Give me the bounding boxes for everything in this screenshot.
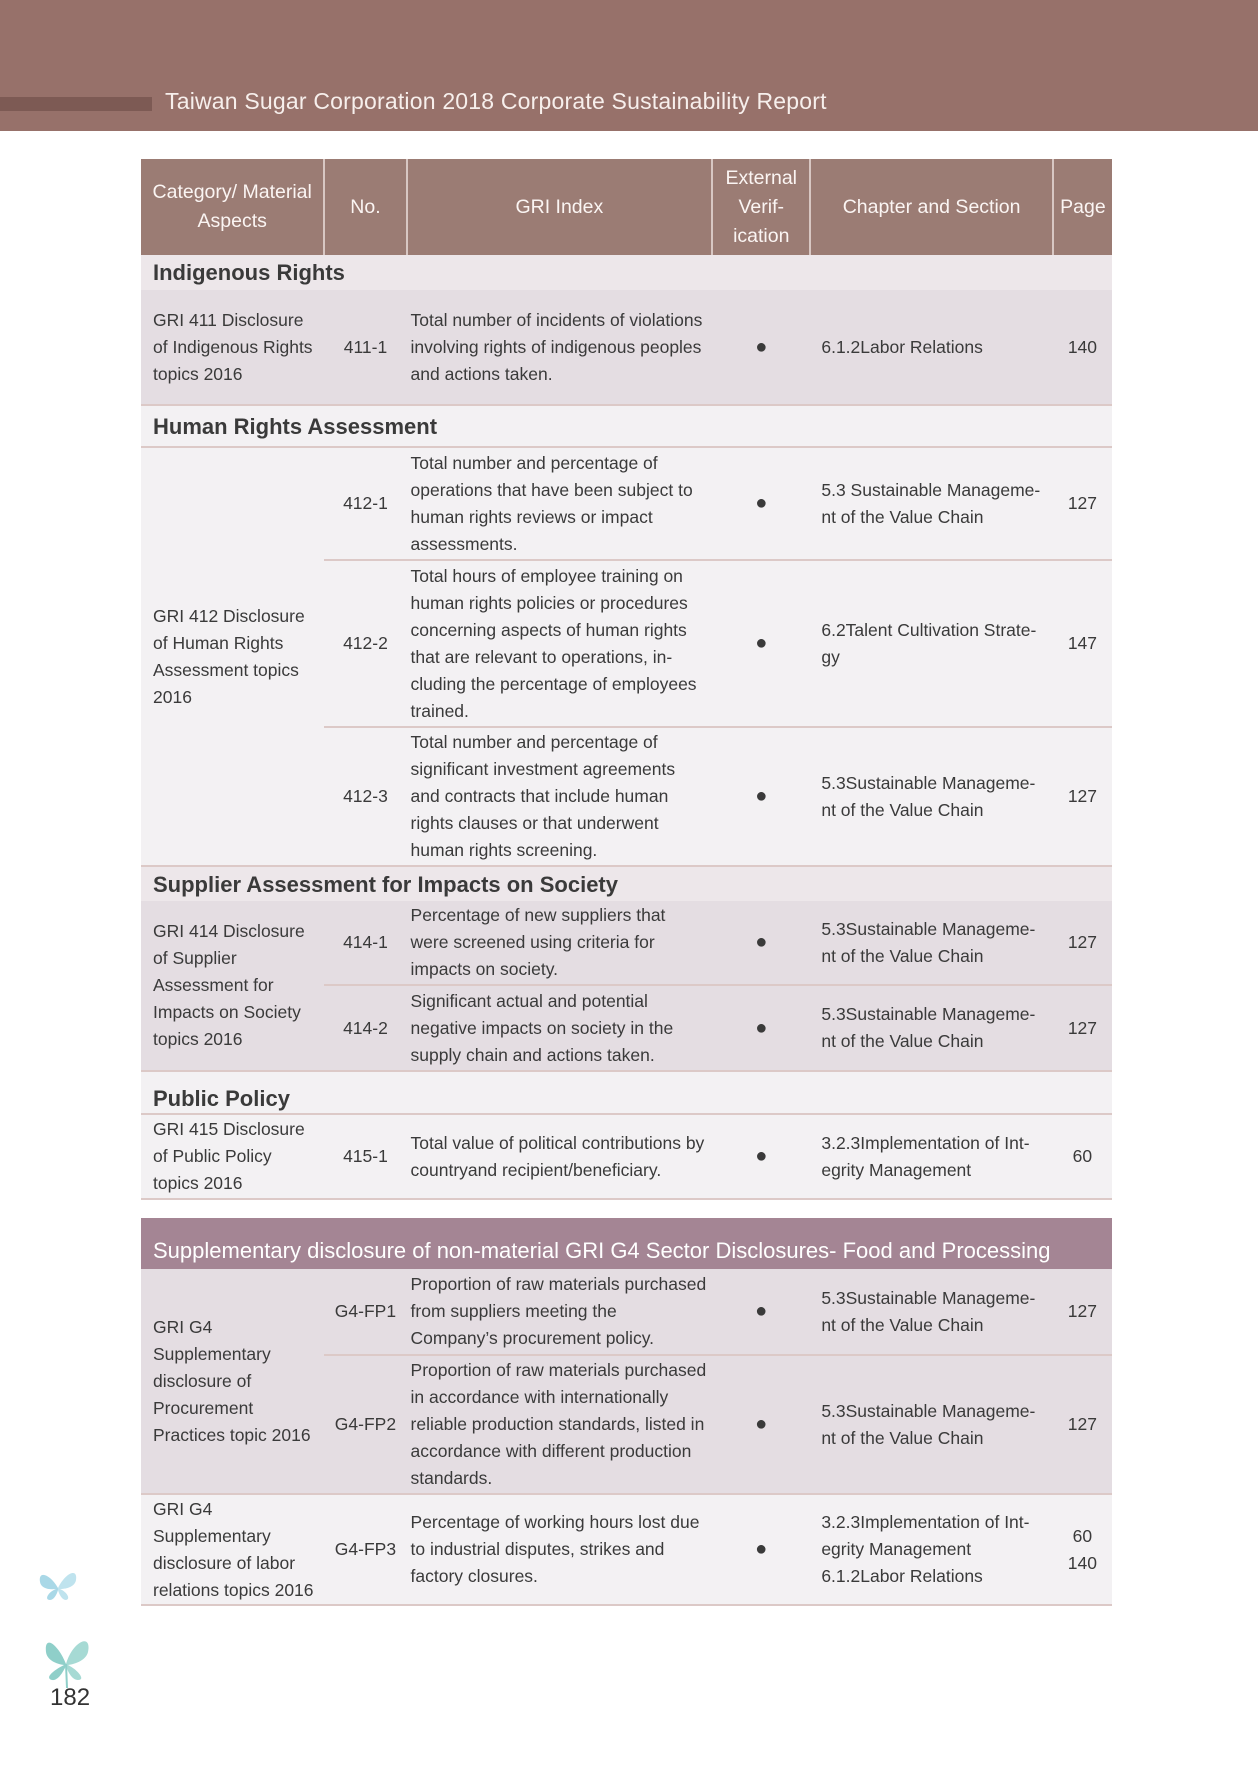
chapter-cell: 6.2Talent Cultivation Strate- gy (810, 560, 1052, 727)
page-cell: 127 (1053, 727, 1112, 866)
gri-index-cell: Total hours of employee training on human rights policies or procedures concerning aspects of human rights that are relevant to operations, in- cluding the percentage of employees trained. (407, 560, 713, 727)
col-header-chapter: Chapter and Section (810, 159, 1052, 255)
gri-index-cell: Total number of incidents of violations involving rights of indigenous peoples and actions taken. (407, 290, 713, 405)
gri-index-cell: Total number and percentage of operations that have been subject to human rights reviews or impact assessments. (410, 452, 693, 554)
gri-index-cell: Proportion of raw materials purchased in accordance with internationally reliable production standards, listed in accordance with different production standards. (407, 1355, 713, 1494)
section-row-supplier (141, 866, 1112, 901)
table-row (141, 290, 1112, 405)
page-cell: 127 (1053, 985, 1112, 1071)
no-cell: 414-2 (324, 985, 406, 1071)
verification-bullet: ● (712, 1114, 810, 1199)
no-cell: 411-1 (324, 290, 406, 405)
col-header-gri-index: GRI Index (407, 159, 713, 255)
verification-bullet: ● (755, 931, 768, 953)
no-cell: 412-3 (324, 727, 406, 866)
no-cell: G4-FP3 (324, 1494, 406, 1605)
chapter-cell: 3.2.3Implementation of Int- egrity Management 6.1.2Labor Relations (810, 1494, 1052, 1605)
table-row (141, 447, 1112, 560)
table-row (141, 1494, 1112, 1605)
category-cell: GRI 415 Disclosure of Public Policy topics 2016 (141, 1114, 324, 1199)
table-row (141, 901, 1112, 985)
no-cell: G4-FP1 (334, 1301, 397, 1321)
page-cell: 147 (1053, 560, 1112, 727)
page-cell: 127 (1067, 1301, 1097, 1321)
category-cell: GRI G4 Supplementary disclosure of Procurement Practices topic 2016 (141, 1269, 324, 1494)
verification-bullet: ● (755, 492, 768, 514)
gri-index-table (141, 159, 1112, 1200)
category-cell: GRI 411 Disclosure of Indigenous Rights topics 2016 (141, 290, 324, 405)
page-number: 182 (50, 1684, 91, 1711)
section-row-indigenous (141, 255, 1112, 290)
category-cell: GRI 414 Disclosure of Supplier Assessment for Impacts on Society topics 2016 (141, 901, 324, 1071)
verification-bullet: ● (755, 1300, 768, 1322)
page-cell: 140 (1053, 290, 1112, 405)
col-header-no: No. (324, 159, 406, 255)
gri-index-cell: Total value of political contributions by countryand recipient/beneficiary. (407, 1114, 713, 1199)
gri-index-cell: Significant actual and potential negative impacts on society in the supply chain and actions taken. (407, 985, 713, 1071)
report-title: Taiwan Sugar Corporation 2018 Corporate Sustainability Report (165, 88, 827, 114)
header-banner (0, 0, 1258, 131)
chapter-cell: 3.2.3Implementation of Int- egrity Management (810, 1114, 1052, 1199)
gri-index-cell: Percentage of new suppliers that were screened using criteria for impacts on society. (410, 905, 666, 979)
page-cell: 60 140 (1053, 1494, 1112, 1605)
banner-accent-strip (0, 97, 152, 111)
gri-index-cell: Total number and percentage of significant investment agreements and contracts that include human rights clauses or that underwent human rights screening. (407, 727, 713, 866)
category-cell: GRI G4 Supplementary disclosure of labor relations topics 2016 (141, 1494, 324, 1605)
col-header-page: Page (1053, 159, 1112, 255)
supplementary-title: Supplementary disclosure of non-material GRI G4 Sector Disclosures- Food and Processing (141, 1218, 1112, 1269)
section-title: Public Policy (141, 1071, 1112, 1114)
page-cell: 127 (1053, 1355, 1112, 1494)
section-row-human-rights (141, 405, 1112, 447)
no-cell: 414-1 (343, 932, 388, 952)
table-header-row (141, 159, 1112, 255)
page-cell: 127 (1067, 493, 1098, 513)
chapter-cell: 5.3Sustainable Manageme- nt of the Value Chain (810, 1355, 1052, 1494)
gri-index-cell: Proportion of raw materials purchased from suppliers meeting the Company’s procurement policy. (410, 1274, 707, 1348)
butterfly-icon (36, 1566, 80, 1606)
table-row (141, 1269, 1112, 1355)
chapter-cell: 5.3Sustainable Manageme- nt of the Value Chain (810, 985, 1052, 1071)
section-title: Human Rights Assessment (141, 405, 1112, 447)
verification-bullet: ● (712, 290, 810, 405)
no-cell: G4-FP2 (324, 1355, 406, 1494)
table-row (141, 1114, 1112, 1199)
chapter-cell: 5.3Sustainable Manageme- nt of the Value Chain (821, 1287, 1036, 1335)
col-header-verification: External Verif- ication (712, 159, 810, 255)
gri-index-cell: Percentage of working hours lost due to industrial disputes, strikes and factory closures. (407, 1494, 713, 1605)
chapter-cell: 5.3Sustainable Manageme- nt of the Value Chain (821, 918, 1036, 966)
chapter-cell: 5.3 Sustainable Manageme- nt of the Value Chain (821, 479, 1041, 527)
verification-bullet: ● (712, 1494, 810, 1605)
chapter-cell: 6.1.2Labor Relations (810, 290, 1052, 405)
no-cell: 412-2 (324, 560, 406, 727)
category-cell: GRI 412 Disclosure of Human Rights Assessment topics 2016 (141, 447, 324, 866)
section-title: Indigenous Rights (153, 260, 345, 285)
no-cell: 415-1 (324, 1114, 406, 1199)
butterfly-icon (36, 1628, 96, 1690)
col-header-category: Category/ Material Aspects (141, 159, 324, 255)
verification-bullet: ● (712, 727, 810, 866)
chapter-cell: 5.3Sustainable Manageme- nt of the Value Chain (810, 727, 1052, 866)
no-cell: 412-1 (343, 493, 388, 513)
supplementary-header-row (141, 1218, 1112, 1269)
verification-bullet: ● (712, 985, 810, 1071)
verification-bullet: ● (712, 1355, 810, 1494)
verification-bullet: ● (712, 560, 810, 727)
page-cell: 60 (1053, 1114, 1112, 1199)
supplementary-table (141, 1218, 1112, 1606)
section-row-public-policy (141, 1071, 1112, 1114)
page-cell: 127 (1067, 932, 1098, 952)
section-title: Supplier Assessment for Impacts on Society (153, 871, 618, 897)
